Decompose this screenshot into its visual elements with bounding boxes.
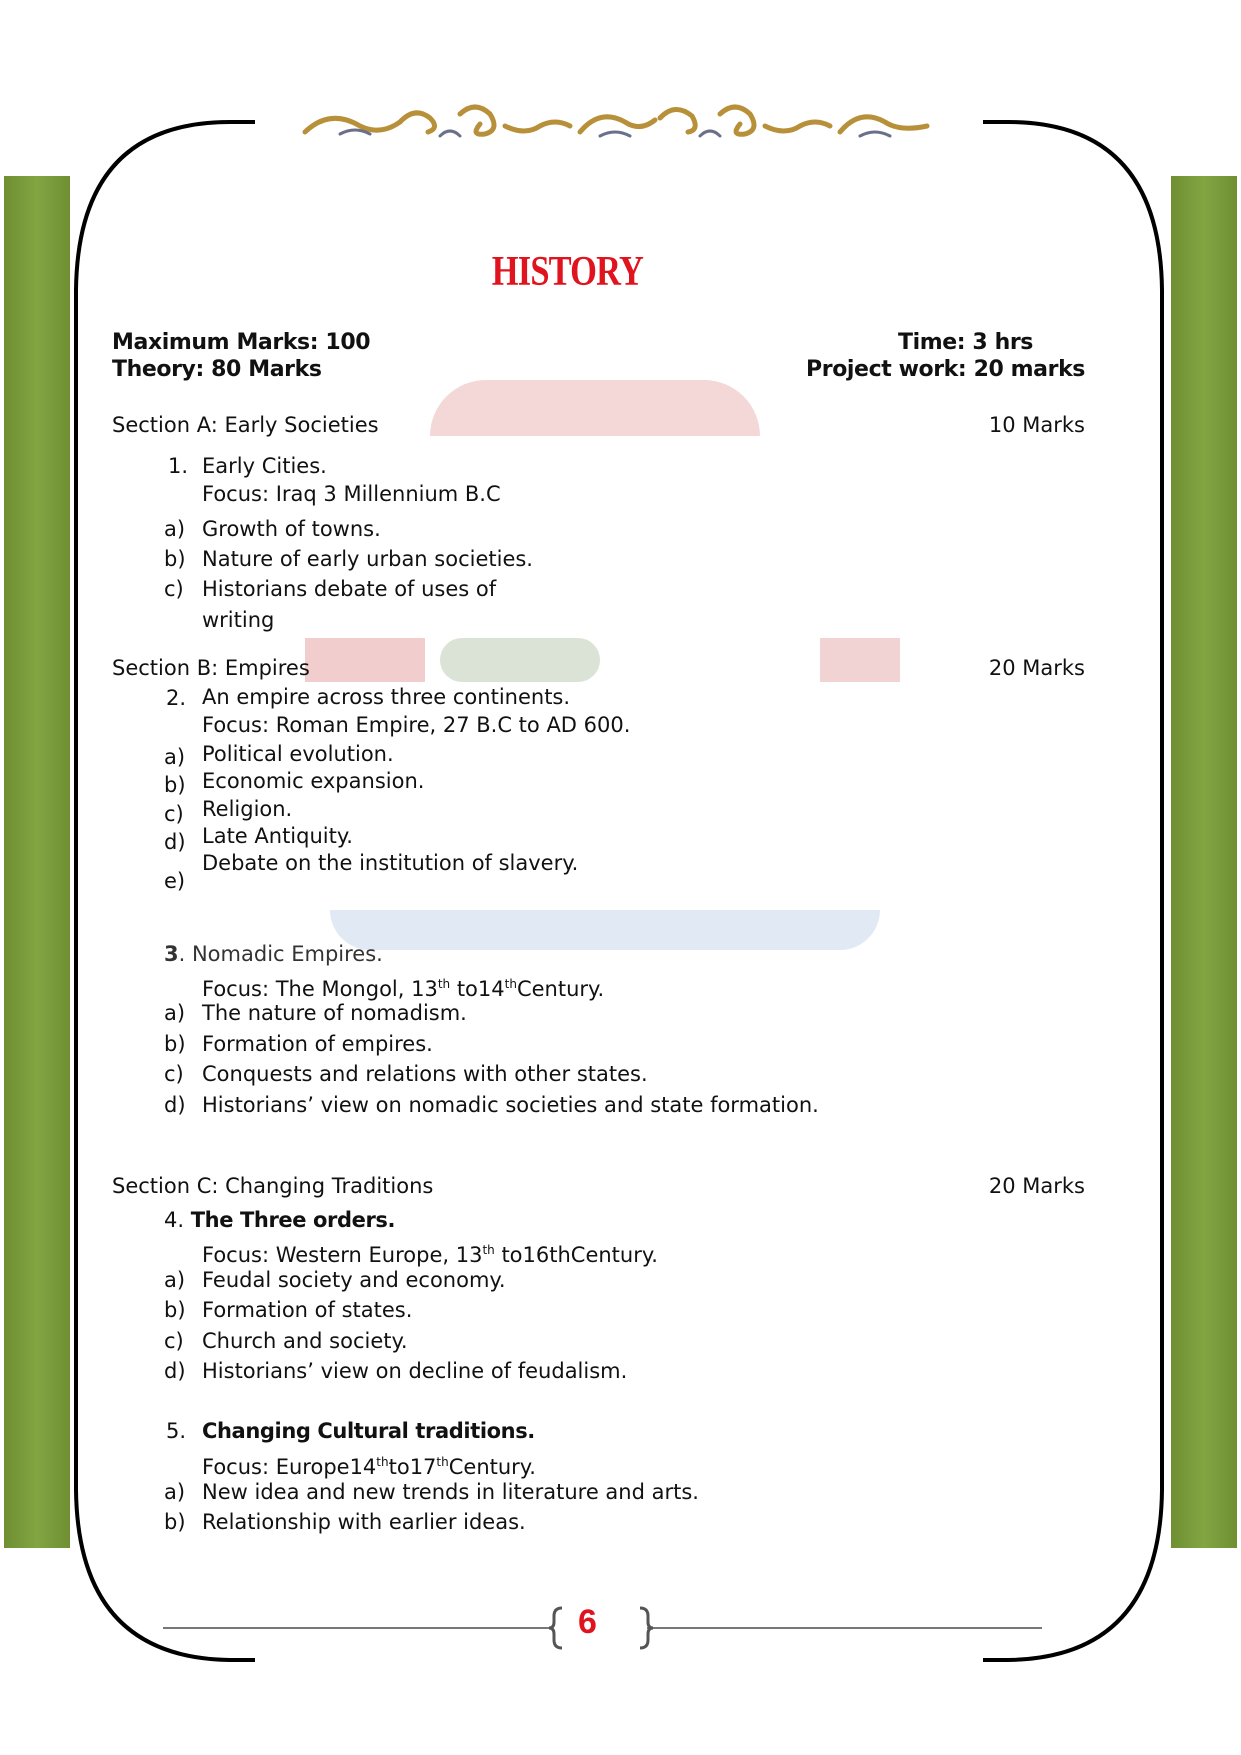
project-work-marks: Project work: 20 marks [806, 357, 1085, 382]
unit-number: 1. [168, 454, 189, 478]
section-b-marks: 20 Marks [988, 656, 1085, 680]
list-item-label: c) [164, 577, 184, 601]
section-b-heading: Section B: Empires [112, 656, 310, 680]
list-item: Formation of empires. [202, 1032, 433, 1056]
unit-focus [202, 1237, 658, 1268]
list-item-label: d) [164, 1093, 186, 1117]
list-item-label: a) [164, 745, 186, 769]
section-a-heading: Section A: Early Societies [112, 413, 379, 437]
unit-focus [202, 1449, 536, 1480]
unit-title: . Nomadic Empires. [178, 942, 383, 966]
focus-text: Focus: Europe14 [202, 1455, 377, 1479]
list-item: Feudal society and economy. [202, 1268, 506, 1292]
list-item-label: e) [164, 869, 186, 893]
ornament-flourish-icon [300, 96, 932, 146]
unit-title: An empire across three continents. [202, 685, 571, 709]
unit-title: The Three orders. [190, 1208, 396, 1232]
list-item-label: b) [164, 773, 186, 797]
watermark-mark [820, 638, 900, 682]
watermark-emblem [440, 638, 600, 682]
list-item: Political evolution. [202, 742, 394, 766]
list-item-label: a) [164, 1480, 186, 1504]
unit-number: 3 [164, 942, 179, 966]
list-item-label: c) [164, 1329, 184, 1353]
focus-text: Focus: The Mongol, 13 [202, 977, 438, 1001]
focus-superscript: th [504, 977, 517, 991]
list-item: Historians’ view on decline of feudalism. [202, 1359, 628, 1383]
focus-text: to14 [450, 977, 505, 1001]
maximum-marks: Maximum Marks: 100 [112, 330, 371, 355]
list-item-label: b) [164, 1032, 186, 1056]
section-c-heading: Section C: Changing Traditions [112, 1174, 434, 1198]
focus-text: to17 [388, 1455, 437, 1479]
list-item-label: b) [164, 1510, 186, 1534]
list-item-label: d) [164, 1359, 186, 1383]
focus-superscript: th [436, 1455, 449, 1469]
unit-heading [164, 941, 383, 967]
list-item-label: c) [164, 1062, 184, 1086]
list-item: Late Antiquity. [202, 824, 353, 848]
focus-text: to16thCentury. [494, 1243, 658, 1267]
list-item: Church and society. [202, 1329, 408, 1353]
time-allowed: Time: 3 hrs [897, 330, 1033, 355]
list-item: New idea and new trends in literature and arts. [202, 1480, 699, 1504]
list-item: Historians’ view on nomadic societies and state formation. [202, 1093, 819, 1117]
focus-text: Century. [516, 977, 605, 1001]
unit-heading [164, 1207, 395, 1233]
section-a-marks: 10 Marks [988, 413, 1085, 437]
focus-superscript: th [376, 1455, 389, 1469]
unit-title: Early Cities. [202, 454, 327, 478]
focus-superscript: th [482, 1243, 495, 1257]
list-item-label: b) [164, 547, 186, 571]
list-item: Religion. [202, 797, 293, 821]
section-c-marks: 20 Marks [988, 1174, 1085, 1198]
focus-text: Focus: Western Europe, 13 [202, 1243, 483, 1267]
list-item: Economic expansion. [202, 769, 425, 793]
unit-number: 2. [166, 686, 187, 710]
list-item: Formation of states. [202, 1298, 413, 1322]
list-item-label: a) [164, 517, 186, 541]
list-item: Conquests and relations with other states. [202, 1062, 648, 1086]
list-item-label: a) [164, 1001, 186, 1025]
unit-title: Changing Cultural traditions. [202, 1419, 535, 1443]
list-item-label: c) [164, 802, 184, 826]
list-item: Historians debate of uses of [202, 577, 497, 601]
list-item: Debate on the institution of slavery. [202, 851, 579, 875]
unit-number: 4. [164, 1208, 185, 1232]
page-number: 6 [578, 1603, 597, 1641]
list-item: The nature of nomadism. [202, 1001, 467, 1025]
unit-focus: Focus: Iraq 3 Millennium B.C [202, 482, 501, 506]
unit-focus: Focus: Roman Empire, 27 B.C to AD 600. [202, 713, 631, 737]
unit-focus [202, 971, 604, 1002]
page-title: HISTORY [491, 249, 644, 295]
list-item-label: b) [164, 1298, 186, 1322]
focus-text: Century. [448, 1455, 536, 1479]
list-item: Growth of towns. [202, 517, 381, 541]
watermark-banner [330, 910, 880, 950]
list-item-label: d) [164, 830, 186, 854]
focus-superscript: th [437, 977, 451, 991]
list-item: writing [202, 608, 275, 632]
list-item: Relationship with earlier ideas. [202, 1510, 526, 1534]
list-item: Nature of early urban societies. [202, 547, 533, 571]
watermark-flag [305, 638, 425, 682]
watermark-logo [430, 380, 760, 436]
unit-number: 5. [166, 1419, 187, 1443]
theory-marks: Theory: 80 Marks [112, 357, 322, 382]
list-item-label: a) [164, 1268, 186, 1292]
